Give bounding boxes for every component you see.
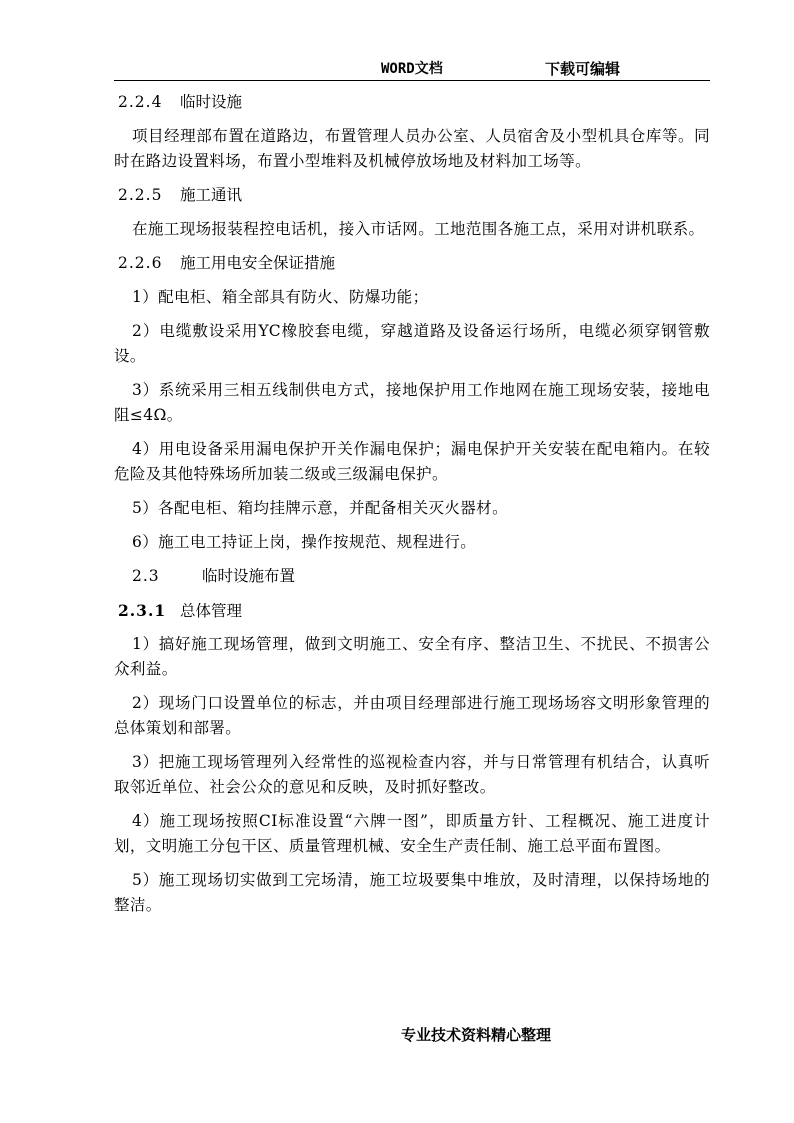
header-doc-label: WORD文档 (381, 61, 443, 77)
list-item: 1）配电柜、箱全部具有防火、防爆功能； (132, 288, 429, 306)
heading-2-3-1 (114, 598, 710, 623)
page-header (114, 56, 710, 81)
heading-number: 2.2.6 (118, 254, 163, 272)
list-item: 4）用电设备采用漏电保护开关作漏电保护；漏电保护开关安装在配电箱内。在较危险及其他特殊场所加装二级或三级漏电保护。 (114, 440, 710, 483)
list-item: 5）各配电柜、箱均挂牌示意，并配备相关灭火器材。 (132, 499, 508, 517)
document-body (114, 90, 710, 927)
list-item: 5）施工现场切实做到工完场清，施工垃圾要集中堆放，及时清理，以保持场地的整洁。 (114, 871, 710, 914)
paragraph: 项目经理部布置在道路边，布置管理人员办公室、人员宿舍及小型机具仓库等。同时在路边设置料场，布置小型堆料及机械停放场地及材料加工场等。 (114, 127, 710, 170)
list-item: 2）现场门口设置单位的标志，并由项目经理部进行施工现场场容文明形象管理的总体策划和部署。 (114, 694, 710, 737)
paragraph: 在施工现场报装程控电话机，接入市话网。工地范围各施工点，采用对讲机联系。 (132, 220, 705, 238)
list-item: 2）电缆敷设采用YC橡胶套电缆，穿越道路及设备运行场所，电缆必须穿钢管敷设。 (114, 322, 710, 365)
page-footer: 专业技术资料精心整理 (401, 1026, 552, 1044)
heading-2-2-6 (114, 251, 710, 276)
heading-number: 2.3 (132, 567, 160, 585)
heading-title: 总体管理 (180, 602, 243, 620)
list-item: 3）把施工现场管理列入经常性的巡视检查内容，并与日常管理有机结合，认真听取邻近单位、社会公众的意见和反映，及时抓好整改。 (114, 753, 710, 796)
list-item: 6）施工电工持证上岗，操作按规范、规程进行。 (132, 533, 477, 551)
heading-title: 施工通讯 (180, 186, 243, 204)
heading-number: 2.2.4 (118, 93, 163, 111)
heading-2-2-4 (114, 90, 710, 115)
heading-2-2-5 (114, 183, 710, 208)
header-edit-label: 下载可编辑 (545, 60, 621, 78)
heading-number: 2.2.5 (118, 186, 163, 204)
heading-title: 施工用电安全保证措施 (180, 254, 336, 272)
list-item: 4）施工现场按照CI标准设置“六牌一图”，即质量方针、工程概况、施工进度计划，文明施工分包干区、质量管理机械、安全生产责任制、施工总平面布置图。 (114, 812, 710, 855)
list-item: 3）系统采用三相五线制供电方式，接地保护用工作地网在施工现场安装，接地电阻≤4Ω。 (114, 381, 710, 424)
heading-title: 临时设施布置 (202, 567, 296, 585)
heading-2-3 (114, 564, 710, 589)
heading-title: 临时设施 (180, 93, 243, 111)
list-item: 1）搞好施工现场管理，做到文明施工、安全有序、整洁卫生、不扰民、不损害公众利益。 (114, 635, 710, 678)
heading-number: 2.3.1 (118, 601, 167, 620)
